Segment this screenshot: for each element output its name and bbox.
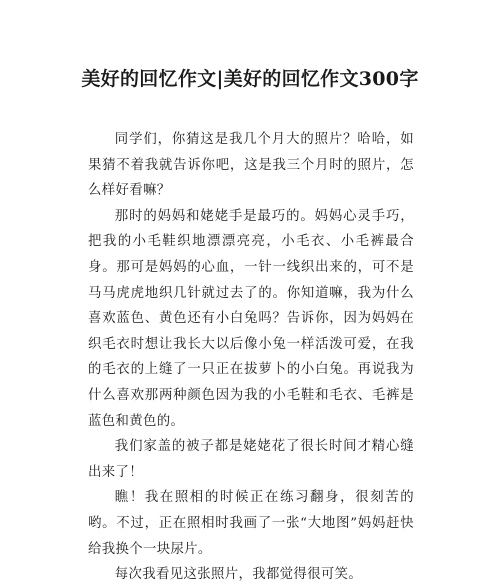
paragraph: 瞧！我在照相的时候正在练习翻身，很刻苦的哟。不过，正在照相时我画了一张“大地图”妈妈赶快给我换个一块尿片。 [88, 490, 414, 557]
paragraph: 我们家盖的被子都是姥姥花了很长时间才精心缝出来了！ [88, 439, 414, 480]
document-body [88, 127, 414, 588]
document-title: 美好的回忆作文|美好的回忆作文300字 [81, 68, 419, 90]
paragraph: 那时的妈妈和姥姥手是最巧的。妈妈心灵手巧，把我的小毛鞋织地漂漂亮亮，小毛衣、小毛裤最合身。那可是妈妈的心血，一针一线织出来的，可不是马马虎虎地织几针就过去了的。你知道嘛，我为什么喜欢蓝色、黄色还有小白兔吗？告诉你，因为妈妈在织毛衣时想让我长大以后像小兔一样活泼可爱，在我的毛衣的上缝了一只正在拔萝卜的小白兔。再说我为什么喜欢那两种颜色因为我的小毛鞋和毛衣、毛裤是蓝色和黄色的。 [88, 208, 414, 429]
paragraph: 同学们，你猜这是我几个月大的照片？哈哈，如果猜不着我就告诉你吧，这是我三个月时的照片，怎么样好看嘛？ [88, 132, 414, 199]
paragraph: 每次我看见这张照片，我都觉得很可笑。 [114, 567, 363, 583]
